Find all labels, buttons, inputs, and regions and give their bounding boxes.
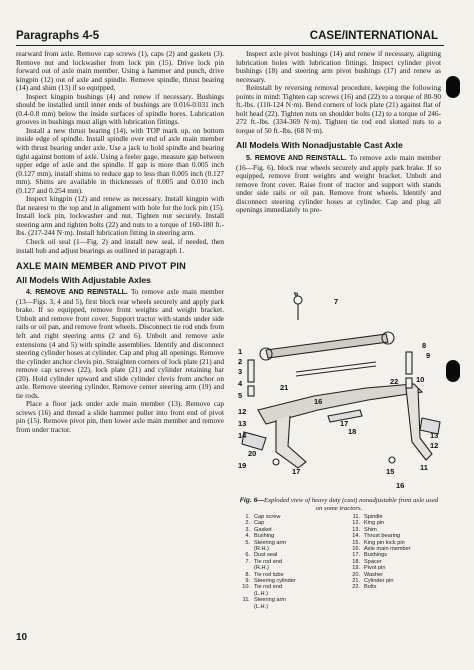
callout-label: 2: [238, 357, 243, 366]
legend-label: Spindle: [364, 514, 383, 520]
callout-label: 5: [238, 391, 243, 400]
legend-label: Spacer: [364, 558, 382, 565]
legend-label: Pivot pin: [364, 565, 386, 572]
callout-label: 13: [238, 419, 247, 428]
legend-number: 11.: [352, 514, 360, 520]
legend-number: 18.: [352, 558, 360, 565]
legend-number: 10.: [242, 584, 250, 591]
legend-label: Tie rod tube: [254, 571, 284, 578]
callout-label: 22: [390, 377, 399, 386]
callout-label: 17: [340, 419, 349, 428]
callout-label: 19: [238, 461, 247, 470]
callout-label: 20: [248, 449, 257, 458]
legend-item: [238, 604, 296, 610]
legend-number: [238, 604, 250, 610]
callout-label: 8: [422, 341, 427, 350]
body-paragraph: Inspect kingpin bushings (4) and renew if necessary. Bushings should be installed until inner ends of bushings are 0.016-0.031 inch (0.4-0.8 mm) below the inside surfaces of spindle bores. Lubrication grooves in bushings must align with lubrication fittings.: [16, 91, 224, 127]
paragraph-runin: 4. REMOVE AND REINSTALL.: [26, 289, 128, 297]
legend-number: 20.: [352, 571, 360, 578]
legend-label: Cylinder pin: [364, 578, 394, 585]
body-paragraph: Check oil seal (1—Fig. 2) and install new seal, if needed, then install hub and adjust bearings as outlined in paragraph 1.: [16, 237, 224, 255]
callout-label: 17: [292, 467, 301, 476]
legend-label: Steering cylinder: [254, 578, 296, 585]
legend-number: 16.: [352, 546, 360, 553]
section-heading: AXLE MAIN MEMBER AND PIVOT PIN: [16, 261, 187, 272]
figure-caption-label: Fig. 6—: [239, 497, 264, 504]
paragraph-text: To remove axle main member (16—Fig. 6), block rear wheels securely and apply park brake. If so equipped, remove front weights and weight bracket. Unbolt and remove front cover. Raise front of tractor and support with stands under side rails or oil pan. Remove front wheels. Identify and disconnect steering cylinder hoses at cylinder. Cap and plug all openings immediately to pre-: [236, 153, 441, 215]
callout-label: 9: [426, 351, 431, 360]
body-paragraph: Install a new thrust bearing (14), with TOP mark up, on bottom inside edge of spindle. Install spindle over end of axle main member with thrust bearing under axle. Use a jack to hold spindle and bearing tight against bottom of axle. Using a feeler gage, measure gap between upper edge of axle and the spindle. If gap is more than 0.005 inch (0.127 mm), install shims to reduce gap to less than 0.005 inch (0.127 mm). Shims are available in thicknesses of 0.005 and 0.010 inch (0.127 and 0.254 mm).: [16, 125, 224, 195]
legend-label: Bolts: [364, 584, 377, 591]
figure-caption: [236, 497, 442, 513]
legend-label: Bushings: [364, 552, 388, 559]
callout-label: 10: [416, 375, 425, 384]
legend-number: 11.: [242, 597, 250, 604]
legend-number: 4.: [245, 533, 250, 540]
legend-label: Tie rod end: [254, 584, 283, 591]
callout-label: 14: [238, 431, 247, 440]
page-number: 10: [16, 632, 28, 643]
callout-label: 11: [420, 463, 428, 472]
callout-label: 4: [238, 379, 243, 388]
callout-label: 21: [280, 383, 289, 392]
legend-label: Thrust bearing: [364, 533, 401, 540]
legend-label: (R.H.): [254, 546, 269, 553]
page-header-left: Paragraphs 4-5: [16, 30, 100, 42]
body-paragraph: [16, 288, 224, 400]
legend-label: (L.H.): [254, 590, 268, 597]
legend-label: (R.H.): [254, 565, 269, 572]
binding-hole-top: [446, 76, 460, 98]
body-paragraph: [236, 154, 441, 215]
subsection-heading: All Models With Nonadjustable Cast Axle: [236, 140, 403, 151]
steering-cylinder-shape: [266, 334, 388, 358]
binding-hole-middle: [446, 360, 460, 382]
legend-column-right: [348, 514, 411, 591]
legend-number: 9.: [245, 578, 250, 585]
figure-caption-text: Exploded view of heavy duty (cast) nonadjustable front axle used on some tractors.: [264, 497, 439, 512]
right-column: [236, 50, 441, 215]
legend-number: 7.: [245, 558, 250, 565]
legend-label: Washer: [364, 571, 384, 578]
legend-number: 2.: [245, 520, 250, 527]
paragraph-text: To remove axle main member (13—Figs. 3, 4 and 5), first block rear wheels securely and apply park brake. If so equipped, remove front weights and weight bracket. Unbolt and remove front cover. Support tractor with stands under side rails or oil pan, and remove front wheels. Disconnect tie rod ends from left and right steering arms (2 and 6). Unbolt and remove axle extensions (4 and 5) with spindle assemblies. Identify and disconnect steering cylinder hoses at cylinder. Cap and plug all openings. Remove the cylinder anchor clevis pin. Straighten corners of lock plate (21) and remove cap screws (22), lock plate (21) and cylinder retaining bar (20). Hold cylinder upward and slide cylinder clevis from anchor on axle. Remove steering cylinder. Remove center steering arm (19) and tie rods.: [16, 287, 224, 400]
legend-number: 8.: [245, 571, 250, 578]
legend-number: 22.: [352, 584, 360, 591]
callout-label: 16: [314, 397, 323, 406]
callout-label: 15: [386, 467, 395, 476]
legend-label: Steering arm: [254, 539, 287, 546]
callout-label: 7: [334, 297, 339, 306]
legend-number: 19.: [352, 565, 360, 572]
legend-number: 17.: [352, 552, 360, 559]
callout-label: 16: [396, 481, 405, 490]
body-paragraph: Place a floor jack under axle main member (13). Remove cap screws (16) and thread a slide hammer puller into front end of pivot pin (15). Remove pivot pin, then lower axle main member and remove from under tractor.: [16, 399, 224, 434]
exploded-axle-figure: [236, 292, 442, 497]
callout-label: 1: [238, 347, 243, 356]
legend-number: 21.: [352, 578, 360, 585]
legend-label: (L.H.): [254, 603, 268, 610]
legend-label: Steering arm: [254, 597, 287, 604]
callout-label: 18: [348, 427, 357, 436]
callout-label: 12: [430, 441, 439, 450]
body-paragraph: rearward from axle. Remove cap screws (1), caps (2) and gaskets (3). Remove nut and lockwasher from lock pin (15). Drive lock pin forward out of axle main member. Using a hammer and punch, drive kingpin (12) out of axle and spindle. Remove spindle, thrust bearing (14) and shim (13) if so equipped.: [16, 49, 224, 93]
body-paragraph: Inspect axle pivot bushings (14) and renew if necessary, aligning lubrication holes with lubrication fittings. Inspect cylinder pivot bushings (18) and steering arm pivot bushings (17) and renew as necessary.: [236, 49, 441, 84]
legend-label: Cap: [254, 520, 265, 527]
legend-number: 6.: [245, 552, 250, 559]
legend-label: Gasket: [254, 526, 272, 533]
legend-label: Cap screw: [254, 514, 281, 520]
legend-number: 3.: [245, 526, 250, 533]
body-paragraph: Reinstall by reversing removal procedure, keeping the following points in mind: Tighten cap screws (16) and (22) to a torque of 80-90 ft.-lbs. (110-124 N·m). Bend corners of lock plate (21) against flat of bolt head (22). Tighten nuts on shoulder bolts (12) to a torque of 246-272 ft.-lbs. (334-369 N·m). Tighten tie rod end slotted nuts to a torque of 50 ft.-lbs. (68 N·m).: [236, 83, 441, 135]
legend-label: King pin: [364, 520, 385, 527]
legend-label: Bushing: [254, 533, 275, 540]
subsection-heading: All Models With Adjustable Axles: [16, 274, 151, 285]
legend-label: King pin lock pin: [364, 539, 405, 546]
legend-label: Dust seal: [254, 552, 278, 559]
body-paragraph: Inspect kingpin (12) and renew as necessary. Install kingpin with flat nearest to the top and in alignment with hole for the lock pin (15). Install lock pin, lockwasher and nut. Tighten nut securely. Install steering arm and tighten bolts (22) and nuts to a torque of 160-180 ft.-lbs. (217-244 N·m). Install lubrication fitting in steering arm.: [16, 194, 224, 238]
callout-label: 3: [238, 367, 243, 376]
legend-number: 15.: [352, 539, 360, 546]
paragraph-runin: 5. REMOVE AND REINSTALL.: [246, 155, 347, 163]
legend-label: Tie rod end: [254, 558, 283, 565]
legend-column-left: [238, 514, 296, 610]
page-header-right: CASE/INTERNATIONAL: [309, 30, 438, 42]
callout-label: 6: [294, 292, 299, 298]
header-rule: [16, 45, 444, 46]
legend-number: 1.: [245, 514, 250, 520]
legend-number: 13.: [352, 526, 360, 533]
legend-number: 5.: [245, 539, 250, 546]
legend-label: Shim: [364, 526, 377, 533]
legend-number: 12.: [352, 520, 360, 527]
legend-item: [348, 584, 411, 590]
legend-label: Axle main member: [364, 546, 411, 553]
exploded-axle-drawing: [236, 292, 442, 497]
legend-number: 14.: [352, 533, 360, 540]
callout-label: 13: [430, 431, 439, 440]
callout-label: 12: [238, 407, 247, 416]
left-column: [16, 50, 224, 435]
